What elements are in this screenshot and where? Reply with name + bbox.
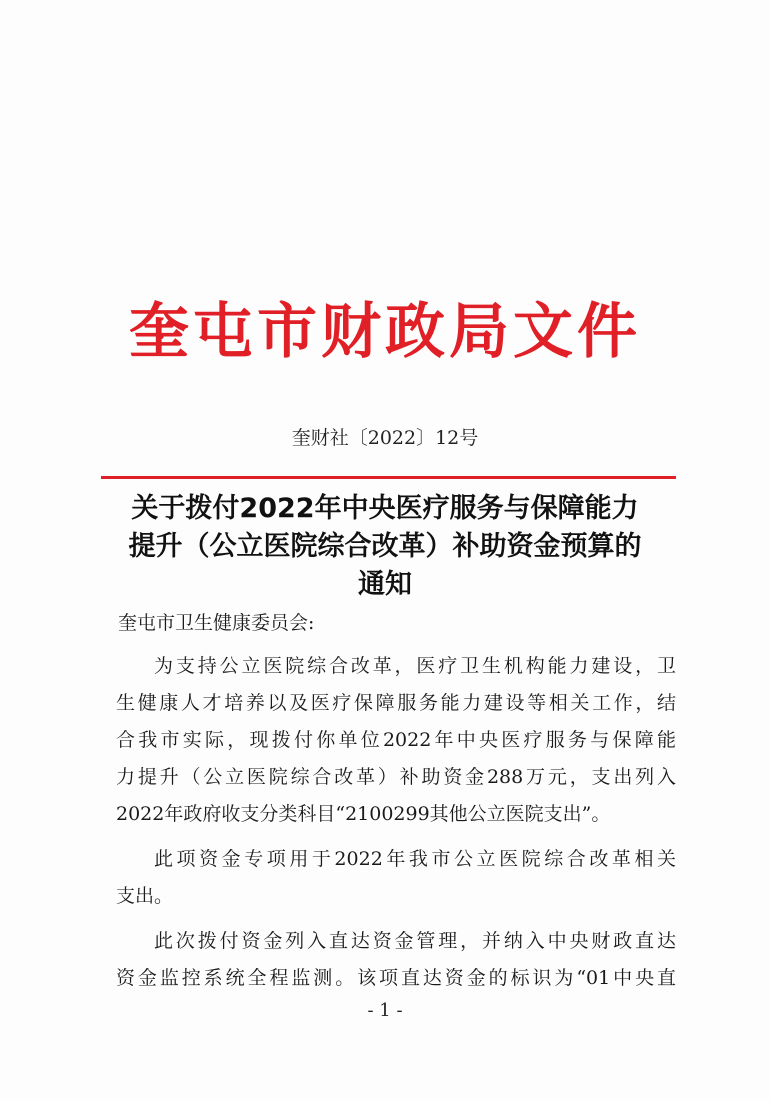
notice-title bbox=[95, 490, 675, 604]
notice-title-line-3: 通知 bbox=[358, 569, 412, 600]
paragraph-line: 力提升（公立医院综合改革）补助资金288万元，支出列入 bbox=[116, 766, 676, 788]
red-separator-line bbox=[101, 476, 676, 479]
paragraph-line: 资金监控系统全程监测。该项直达资金的标识为“01中央直 bbox=[116, 967, 676, 989]
paragraph-1 bbox=[116, 648, 676, 833]
paragraph-line: 此项资金专项用于2022年我市公立医院综合改革相关 bbox=[154, 848, 676, 870]
notice-title-line-2: 提升（公立医院综合改革）补助资金预算的 bbox=[128, 531, 642, 562]
paragraph-line: 为支持公立医院综合改革，医疗卫生机构能力建设，卫 bbox=[154, 655, 676, 677]
paragraph-line: 支出。 bbox=[116, 885, 174, 907]
masthead-title: 奎屯市财政局文件 bbox=[129, 297, 641, 367]
paragraph-line: 合我市实际，现拨付你单位2022年中央医疗服务与保障能 bbox=[116, 729, 676, 751]
page-number: - 1 - bbox=[367, 1000, 403, 1021]
salutation: 奎屯市卫生健康委员会: bbox=[118, 612, 315, 634]
notice-title-line-1: 关于拨付2022年中央医疗服务与保障能力 bbox=[131, 493, 639, 524]
paragraph-line: 生健康人才培养以及医疗保障服务能力建设等相关工作，结 bbox=[116, 692, 676, 714]
body-text bbox=[116, 648, 676, 1005]
paragraph-3 bbox=[116, 923, 676, 997]
document-number: 奎财社〔2022〕12号 bbox=[291, 427, 479, 449]
paragraph-line: 此次拨付资金列入直达资金管理，并纳入中央财政直达 bbox=[154, 930, 676, 952]
paragraph-2 bbox=[116, 841, 676, 915]
paragraph-line: 2022年政府收支分类科目“2100299其他公立医院支出”。 bbox=[116, 803, 611, 825]
